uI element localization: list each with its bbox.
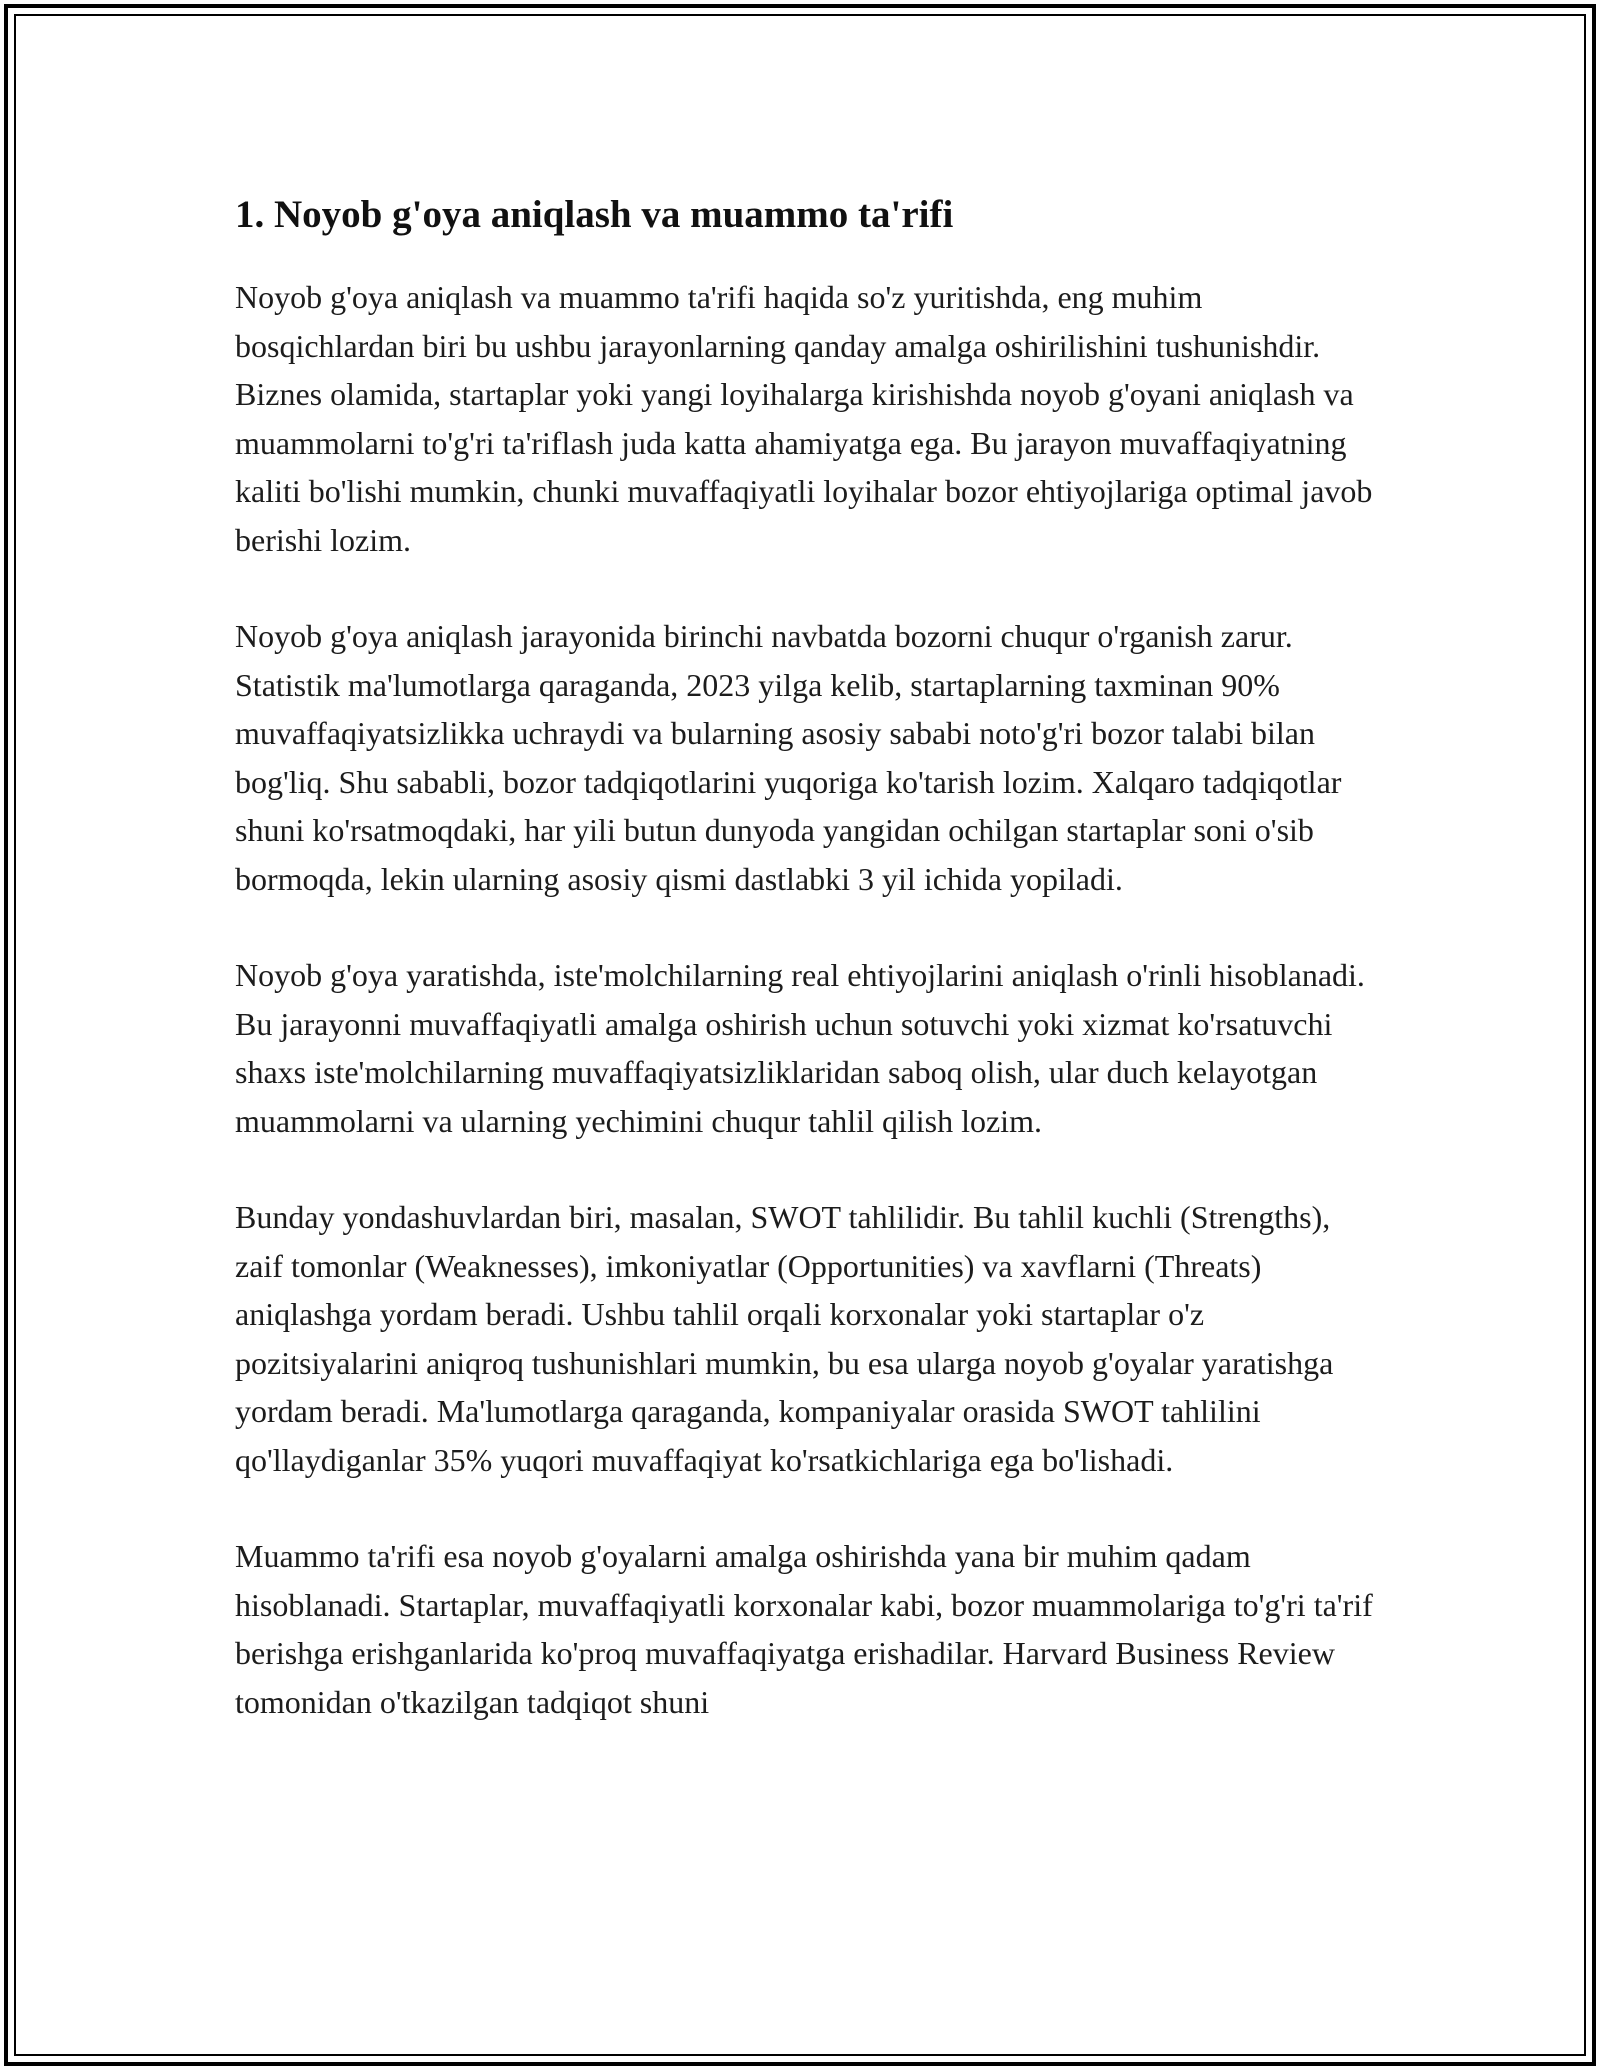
paragraph-5: Muammo ta'rifi esa noyob g'oyalarni amalga oshirishda yana bir muhim qadam hisoblanadi. Startaplar, muvaffaqiyatli korxonalar kabi, bozor muammolariga to'g'ri ta'rif berishga erishganlarida ko'proq muvaffaqiyatga erishadilar. Harvard Business Review tomonidan o'tkazilgan tadqiqot shuni (235, 1538, 1373, 1720)
document-body (235, 185, 1375, 1726)
paragraph-1: Noyob g'oya aniqlash va muammo ta'rifi haqida so'z yuritishda, eng muhim bosqichlardan biri bu ushbu jarayonlarning qanday amalga oshirilishini tushunishdir. Biznes olamida, startaplar yoki yangi loyihalarga kirishishda noyob g'oyani aniqlash va muammolarni to'g'ri ta'riflash juda katta ahamiyatga ega. Bu jarayon muvaffaqiyatning kaliti bo'lishi mumkin, chunki muvaffaqiyatli loyihalar bozor ehtiyojlariga optimal javob berishi lozim. (235, 279, 1373, 558)
paragraph-4: Bunday yondashuvlardan biri, masalan, SWOT tahlilidir. Bu tahlil kuchli (Strengths), zaif tomonlar (Weaknesses), imkoniyatlar (Opportunities) va xavflarni (Threats) aniqlashga yordam beradi. Ushbu tahlil orqali korxonalar yoki startaplar o'z pozitsiyalarini aniqroq tushunishlari mumkin, bu esa ularga noyob g'oyalar yaratishga yordam beradi. Ma'lumotlarga qaraganda, kompaniyalar orasida SWOT tahlilini qo'llaydiganlar 35% yuqori muvaffaqiyat ko'rsatkichlariga ega bo'lishadi. (235, 1199, 1334, 1478)
paragraph-3: Noyob g'oya yaratishda, iste'molchilarning real ehtiyojlarini aniqlash o'rinli hisoblanadi. Bu jarayonni muvaffaqiyatli amalga oshirish uchun sotuvchi yoki xizmat ko'rsatuvchi shaxs iste'molchilarning muvaffaqiyatsizliklaridan saboq olish, ular duch kelayotgan muammolarni va ularning yechimini chuqur tahlil qilish lozim. (235, 957, 1365, 1139)
paragraph-2: Noyob g'oya aniqlash jarayonida birinchi navbatda bozorni chuqur o'rganish zarur. Statistik ma'lumotlarga qaraganda, 2023 yilga kelib, startaplarning taxminan 90% muvaffaqiyatsizlikka uchraydi va bularning asosiy sababi noto'g'ri bozor talabi bilan bog'liq. Shu sababli, bozor tadqiqotlarini yuqoriga ko'tarish lozim. Xalqaro tadqiqotlar shuni ko'rsatmoqdaki, har yili butun dunyoda yangidan ochilgan startaplar soni o'sib bormoqda, lekin ularning asosiy qismi dastlabki 3 yil ichida yopiladi. (235, 618, 1342, 897)
section-heading: 1. Noyob g'oya aniqlash va muammo ta'rifi (235, 193, 954, 236)
